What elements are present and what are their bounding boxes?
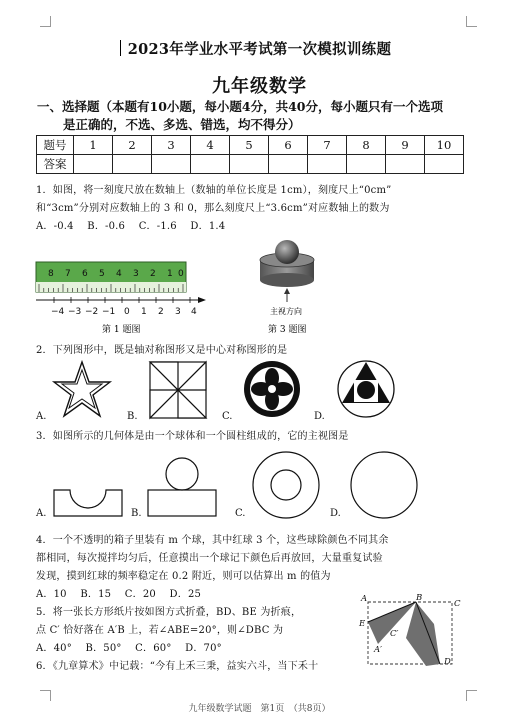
axis-label: −2 <box>85 307 99 317</box>
ruler-digit: 3 <box>133 269 139 279</box>
label-c: C <box>454 599 461 609</box>
q3-label-c: C. <box>235 508 246 519</box>
q3-label-a: A. <box>36 508 47 519</box>
q3-label-b: B. <box>131 508 142 519</box>
sphere <box>275 240 299 264</box>
table-row <box>37 136 464 155</box>
q1-options: A．-0.4 B．-0.6 C．-1.6 D．1.4 <box>36 221 226 232</box>
axis-label: 4 <box>191 307 197 317</box>
answer-cell[interactable] <box>74 155 113 174</box>
axis-labels <box>51 307 197 317</box>
axis-label: 3 <box>175 307 181 317</box>
q2-label-b: B. <box>127 411 138 422</box>
q2-option-d-circle-triangle-square <box>334 358 398 420</box>
ruler-digit: 4 <box>116 269 122 279</box>
answer-cell[interactable] <box>152 155 191 174</box>
row-label-number: 题号 <box>37 136 74 155</box>
ruler-digit: 5 <box>99 269 105 279</box>
crop-mark-top-left <box>40 16 51 27</box>
answer-cell[interactable] <box>191 155 230 174</box>
answer-cell[interactable] <box>230 155 269 174</box>
section-heading <box>37 98 477 134</box>
q1-line1: 1．如图，将一刻度尺放在数轴上（数轴的单位长度是 1cm），刻度尺上“0cm” <box>36 185 392 196</box>
q5-options: A．40° B．50° C．60° D．70° <box>36 643 222 654</box>
figure-3-caption: 第 3 题图 <box>268 325 307 335</box>
cell-number: 8 <box>347 136 386 155</box>
label-d: D <box>444 657 451 667</box>
label-c-prime: C′ <box>390 629 399 639</box>
q3-option-b-view <box>144 452 220 522</box>
axis-label: −1 <box>102 307 116 317</box>
question-5 <box>36 604 366 676</box>
exam-title: 2023年学业水平考试第一次模拟训练题 <box>127 41 392 58</box>
cell-number: 3 <box>152 136 191 155</box>
ruler-digit: 6 <box>82 269 88 279</box>
q2-option-b-pinwheel <box>146 360 210 420</box>
label-e: E <box>359 619 366 629</box>
q2-label-c: C. <box>222 411 233 422</box>
subject-title: 九年级数学 <box>212 76 307 97</box>
figure-1-caption: 第 1 题图 <box>102 325 141 335</box>
q3-label-d: D. <box>330 508 341 519</box>
q6-line1: 6．《九章算术》中记载：“今有上禾三秉，益实六斗，当下禾十 <box>36 661 319 672</box>
label-a: A <box>361 594 368 604</box>
answer-cell[interactable] <box>386 155 425 174</box>
cell-number: 5 <box>230 136 269 155</box>
answer-cell[interactable] <box>113 155 152 174</box>
q3-option-d-view <box>344 448 424 522</box>
crop-mark-top-right <box>466 16 477 27</box>
figure-5-folded-paper <box>356 592 468 672</box>
arrow-head <box>284 288 290 294</box>
label-a-prime: A′ <box>374 645 383 655</box>
answer-table <box>36 135 464 174</box>
cell-number: 2 <box>113 136 152 155</box>
question-1 <box>36 182 486 236</box>
q2-text: 2．下列图形中，既是轴对称图形又是中心对称图形的是 <box>36 345 288 356</box>
answer-cell[interactable] <box>269 155 308 174</box>
axis-label: 0 <box>124 307 130 317</box>
q2-label-d: D. <box>314 411 325 422</box>
figure-3-sphere-cylinder <box>248 236 328 338</box>
q1-line2: 和“3cm”分别对应数轴上的 3 和 0，那么刻度尺上“3.6cm”对应数轴上的数为 <box>36 203 390 214</box>
row-label-answer: 答案 <box>37 155 74 174</box>
cell-number: 7 <box>308 136 347 155</box>
ruler-digit: 2 <box>150 269 156 279</box>
cell-number: 9 <box>386 136 425 155</box>
q3-option-c-view <box>246 448 326 522</box>
answer-cell[interactable] <box>308 155 347 174</box>
cell-number: 4 <box>191 136 230 155</box>
q5-line1: 5．将一张长方形纸片按如图方式折叠，BD、BE 为折痕， <box>36 607 302 618</box>
cell-number: 6 <box>269 136 308 155</box>
axis-label: 1 <box>141 307 147 317</box>
label-b: B <box>416 593 423 603</box>
answer-cell[interactable] <box>425 155 464 174</box>
q4-line3: 发现，摸到红球的频率稳定在 0.2 附近，则可以估算出 m 的值为 <box>36 571 331 582</box>
cell-number: 10 <box>425 136 464 155</box>
q2-option-a-star <box>50 360 114 420</box>
q4-line2: 都相同，每次搅拌均匀后，任意摸出一个球记下颜色后再放回，大量重复试验 <box>36 553 383 564</box>
q4-options: A．10 B．15 C．20 D．25 <box>36 589 202 600</box>
axis-label: 2 <box>158 307 164 317</box>
page-footer: 九年级数学试题 第1页 （共8页） <box>188 704 331 714</box>
answer-cell[interactable] <box>347 155 386 174</box>
q3-option-a-view <box>50 452 126 522</box>
ruler-digit: 1 <box>167 269 173 279</box>
axis-label: −3 <box>68 307 82 317</box>
ruler-digit: 8 <box>48 269 54 279</box>
q4-line1: 4．一个不透明的箱子里装有 m 个球，其中红球 3 个，这些球除颜色不同其余 <box>36 535 389 546</box>
figure-1-ruler-numberline <box>34 258 214 338</box>
cylinder-bottom <box>260 273 314 287</box>
folded-flap-c <box>406 602 440 666</box>
axis-label: −4 <box>51 307 65 317</box>
crop-mark-bottom-left <box>40 690 51 701</box>
table-row <box>37 155 464 174</box>
axis-arrow <box>198 297 206 303</box>
crop-mark-bottom-right <box>466 690 477 701</box>
ruler-digit: 7 <box>65 269 71 279</box>
q5-line2: 点 C′ 恰好落在 A′B 上，若∠ABE=20°，则∠DBC 为 <box>36 625 284 636</box>
q2-option-c-circle-pattern <box>240 358 304 420</box>
cell-number: 1 <box>74 136 113 155</box>
section-heading-line1: 一、选择题（本题有10小题，每小题4分，共40分，每小题只有一个选项 <box>37 99 443 114</box>
view-direction-label: 主视方向 <box>270 307 302 316</box>
ruler-digit: 0 <box>178 269 184 279</box>
q2-label-a: A. <box>36 411 47 422</box>
q3-text: 3．如图所示的几何体是由一个球体和一个圆柱组成的，它的主视图是 <box>36 431 349 442</box>
section-heading-line2: 是正确的，不选、多选、错选，均不得分） <box>63 117 301 132</box>
